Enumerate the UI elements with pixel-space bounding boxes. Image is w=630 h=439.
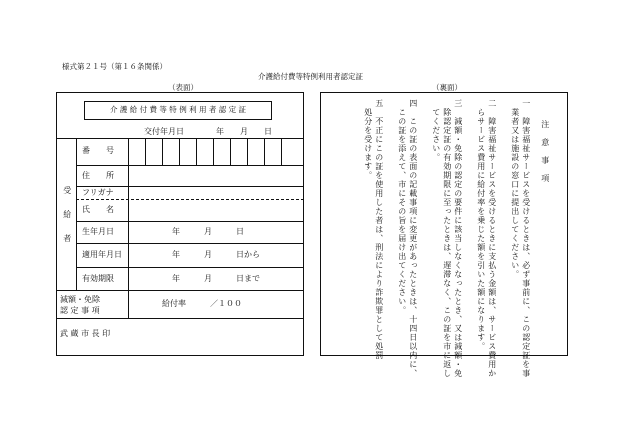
grid-line — [76, 165, 304, 166]
number-label: 番 号 — [82, 146, 114, 155]
digit-separator — [145, 138, 146, 165]
birth-date-label: 生年月日 — [82, 227, 114, 236]
notes-heading: 注 意 事 項 — [540, 120, 550, 183]
note-line: 五 不正にこの証を使用した者は、刑法により詐欺罪として処罰 — [374, 99, 384, 360]
grid-line — [56, 138, 304, 139]
back-label: （裏面） — [432, 83, 462, 92]
note-line: 三 減額・免除の認定の要件に該当しなくなったとき、又は減額・免 — [453, 99, 463, 378]
digit-separator — [179, 138, 180, 165]
note-line: 処分を受けます。 — [363, 99, 373, 180]
note-line: 二 障害福祉サービスを受けるときに支払う金額は、サービス費用か — [487, 99, 497, 378]
name-label: 氏 名 — [82, 205, 114, 214]
note-line: てください。 — [431, 99, 441, 162]
grid-line — [56, 290, 304, 291]
applicable-date-label: 適用年月日 — [82, 250, 122, 259]
digit-separator — [213, 138, 214, 165]
birth-date-value: 年 月 日 — [172, 227, 244, 236]
grid-line — [76, 199, 304, 200]
furigana-label: フリガナ — [82, 188, 114, 197]
note-line: 除認定証の有効期限に至ったときは、遅滞なく、この証を市に返し — [442, 99, 452, 378]
digit-separator — [162, 138, 163, 165]
digit-separator — [247, 138, 248, 165]
note-line: 四 この証の表面の記載事項に変更があったときは、十四日以内に、 — [408, 99, 418, 378]
note-line: らサービス費用に給付率を乗じた額を引いた額になります。 — [476, 99, 486, 351]
grid-line — [76, 267, 304, 268]
issue-date: 交付年月日 年 月 日 — [144, 127, 272, 136]
benefit-rate: 給付率 ／１００ — [162, 299, 242, 308]
grid-line — [76, 186, 304, 187]
digit-separator — [230, 138, 231, 165]
document-title: 介護給付費等特例利用者認定証 — [258, 72, 363, 81]
mayor-seal-label: 武 蔵 市 長 印 — [60, 329, 111, 338]
digit-separator — [281, 138, 282, 165]
grid-line — [76, 138, 77, 290]
reduction-label-2: 認 定 事 項 — [60, 306, 100, 315]
note-line: 一 障害福祉サービスを受けるときは、必ず事前に、この認定証を事 — [521, 99, 531, 378]
address-label: 住 所 — [82, 171, 114, 180]
form-number: 様式第２１号（第１６条関係） — [62, 62, 167, 71]
grid-line — [76, 221, 304, 222]
applicable-date-value: 年 月 日から — [172, 250, 260, 259]
note-line: この証を添えて、市にその旨を届け出てください。 — [397, 99, 407, 315]
digit-separator — [264, 138, 265, 165]
validity-value: 年 月 日まで — [172, 274, 260, 283]
digit-separator — [196, 138, 197, 165]
front-label: （表面） — [168, 83, 198, 92]
reduction-label-1: 減額・免除 — [60, 295, 100, 304]
grid-line — [76, 243, 304, 244]
note-line: 業者又は施設の窓口に提出してください。 — [510, 99, 520, 279]
validity-label: 有効期限 — [82, 274, 114, 283]
grid-line — [56, 318, 304, 319]
card-title: 介 護 給 付 費 等 特 例 利 用 者 認 定 証 — [110, 105, 246, 114]
grid-line — [128, 138, 129, 318]
recipient-label: 受 給 者 — [62, 186, 72, 246]
